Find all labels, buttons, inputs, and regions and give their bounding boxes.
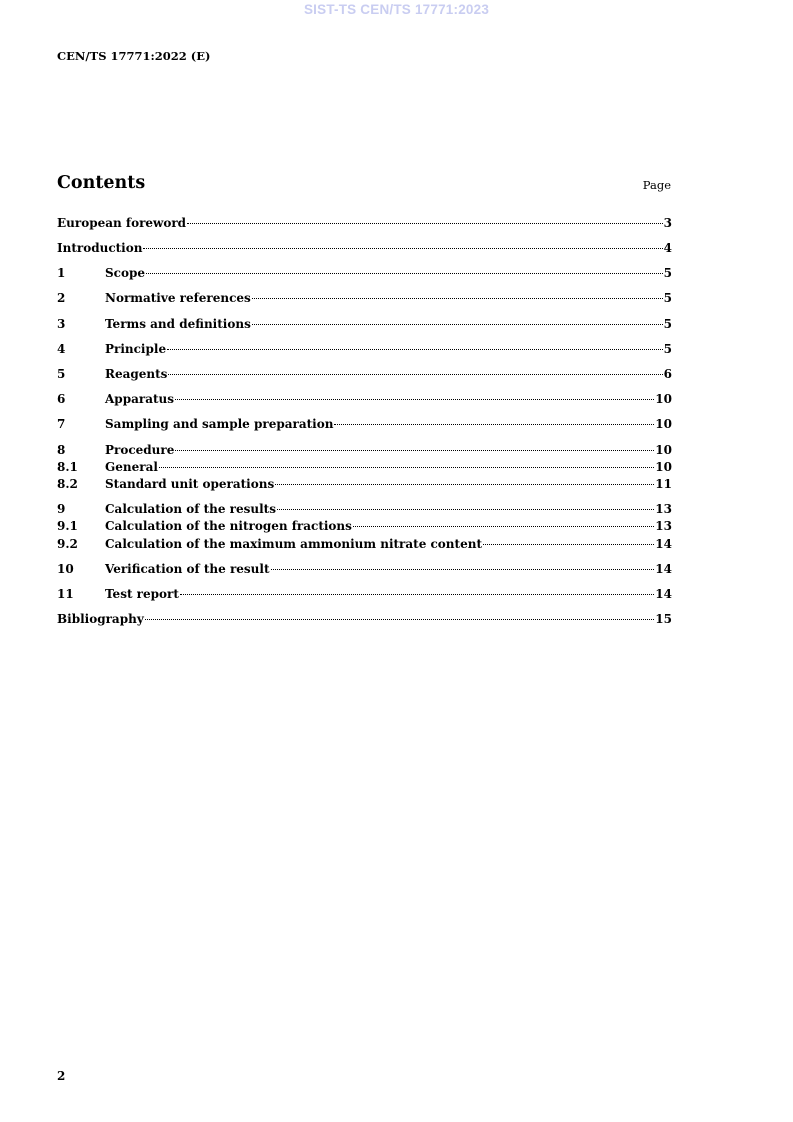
dot-leader (159, 467, 654, 468)
toc-entry-number: 8.1 (57, 460, 78, 474)
toc-entry-title: General (105, 460, 158, 474)
toc-entry-title: Calculation of the maximum ammonium nitrate content (105, 537, 482, 551)
toc-entry-title: Introduction (57, 241, 143, 255)
dot-leader (143, 248, 662, 249)
toc-entry-number: 2 (57, 291, 66, 305)
toc-entry-4[interactable] (57, 342, 672, 358)
toc-entry-page: 3 (663, 216, 672, 230)
toc-entry-number: 7 (57, 417, 66, 431)
toc-entry-number: 3 (57, 317, 66, 331)
dot-leader (167, 349, 663, 350)
toc-entry-page: 11 (655, 477, 672, 491)
toc-entry-bibliography[interactable] (57, 612, 672, 628)
dot-leader (271, 569, 655, 570)
toc-entry-number: 8.2 (57, 477, 78, 491)
toc-entry-9-1[interactable] (57, 519, 672, 535)
dot-leader (175, 450, 654, 451)
dot-leader (187, 223, 663, 224)
toc-entry-introduction[interactable] (57, 241, 672, 257)
toc-entry-8[interactable] (57, 443, 672, 459)
toc-entry-9-2[interactable] (57, 537, 672, 553)
toc-entry-number: 8 (57, 443, 66, 457)
toc-entry-11[interactable] (57, 587, 672, 603)
toc-entry-number: 9 (57, 502, 66, 516)
toc-entry-page: 5 (663, 266, 672, 280)
toc-entry-title: Bibliography (57, 612, 144, 626)
toc-entry-3[interactable] (57, 317, 672, 333)
toc-entry-title: Apparatus (105, 392, 174, 406)
toc-entry-8-2[interactable] (57, 477, 672, 493)
dot-leader (180, 594, 654, 595)
toc-entry-page: 10 (655, 417, 672, 431)
toc-entry-page: 10 (655, 392, 672, 406)
dot-leader (277, 509, 654, 510)
toc-entry-page: 15 (655, 612, 672, 626)
toc-entry-6[interactable] (57, 392, 672, 408)
contents-heading: Contents (57, 173, 146, 193)
toc-entry-number: 5 (57, 367, 66, 381)
toc-entry-title: Normative references (105, 291, 251, 305)
toc-entry-10[interactable] (57, 562, 672, 578)
dot-leader (483, 544, 654, 545)
toc-entry-9[interactable] (57, 502, 672, 518)
toc-entry-number: 6 (57, 392, 66, 406)
toc-entry-title: Terms and definitions (105, 317, 251, 331)
toc-entry-page: 6 (663, 367, 672, 381)
document-id: CEN/TS 17771:2022 (E) (57, 49, 211, 63)
toc-entry-page: 5 (663, 342, 672, 356)
dot-leader (252, 324, 663, 325)
toc-entry-title: Sampling and sample preparation (105, 417, 334, 431)
toc-entry-page: 14 (655, 537, 672, 551)
toc-entry-page: 14 (655, 562, 672, 576)
toc-entry-page: 14 (655, 587, 672, 601)
toc-entry-title: Procedure (105, 443, 175, 457)
watermark: SIST-TS CEN/TS 17771:2023 (303, 2, 490, 17)
toc-entry-number: 9.1 (57, 519, 78, 533)
toc-entry-title: European foreword (57, 216, 187, 230)
page-number: 2 (57, 1069, 66, 1083)
toc-entry-page: 5 (663, 291, 672, 305)
toc-entry-page: 5 (663, 317, 672, 331)
dot-leader (175, 399, 654, 400)
toc-entry-title: Verification of the result (105, 562, 270, 576)
toc-entry-2[interactable] (57, 291, 672, 307)
toc-entry-page: 10 (655, 443, 672, 457)
toc-entry-page: 13 (655, 502, 672, 516)
toc-entry-number: 11 (57, 587, 74, 601)
toc-entry-title: Calculation of the results (105, 502, 276, 516)
toc-entry-title: Scope (105, 266, 146, 280)
dot-leader (353, 526, 654, 527)
toc-entry-title: Standard unit operations (105, 477, 275, 491)
toc-entry-title: Test report (105, 587, 179, 601)
toc-entry-number: 4 (57, 342, 66, 356)
dot-leader (145, 619, 655, 620)
toc-entry-page: 13 (655, 519, 672, 533)
toc-entry-page: 4 (663, 241, 672, 255)
toc-entry-title: Reagents (105, 367, 168, 381)
toc-entry-page: 10 (655, 460, 672, 474)
toc-entry-5[interactable] (57, 367, 672, 383)
toc-entry-number: 1 (57, 266, 66, 280)
toc-entry-number: 10 (57, 562, 74, 576)
dot-leader (334, 424, 654, 425)
dot-leader (146, 273, 663, 274)
page-column-label: Page (642, 178, 671, 192)
toc-entry-1[interactable] (57, 266, 672, 282)
dot-leader (252, 298, 663, 299)
toc-entry-8-1[interactable] (57, 460, 672, 476)
dot-leader (168, 374, 662, 375)
dot-leader (275, 484, 654, 485)
toc-entry-7[interactable] (57, 417, 672, 433)
toc-entry-title: Principle (105, 342, 167, 356)
toc-entry-number: 9.2 (57, 537, 78, 551)
toc-entry-european-foreword[interactable] (57, 216, 672, 232)
toc-entry-title: Calculation of the nitrogen fractions (105, 519, 352, 533)
